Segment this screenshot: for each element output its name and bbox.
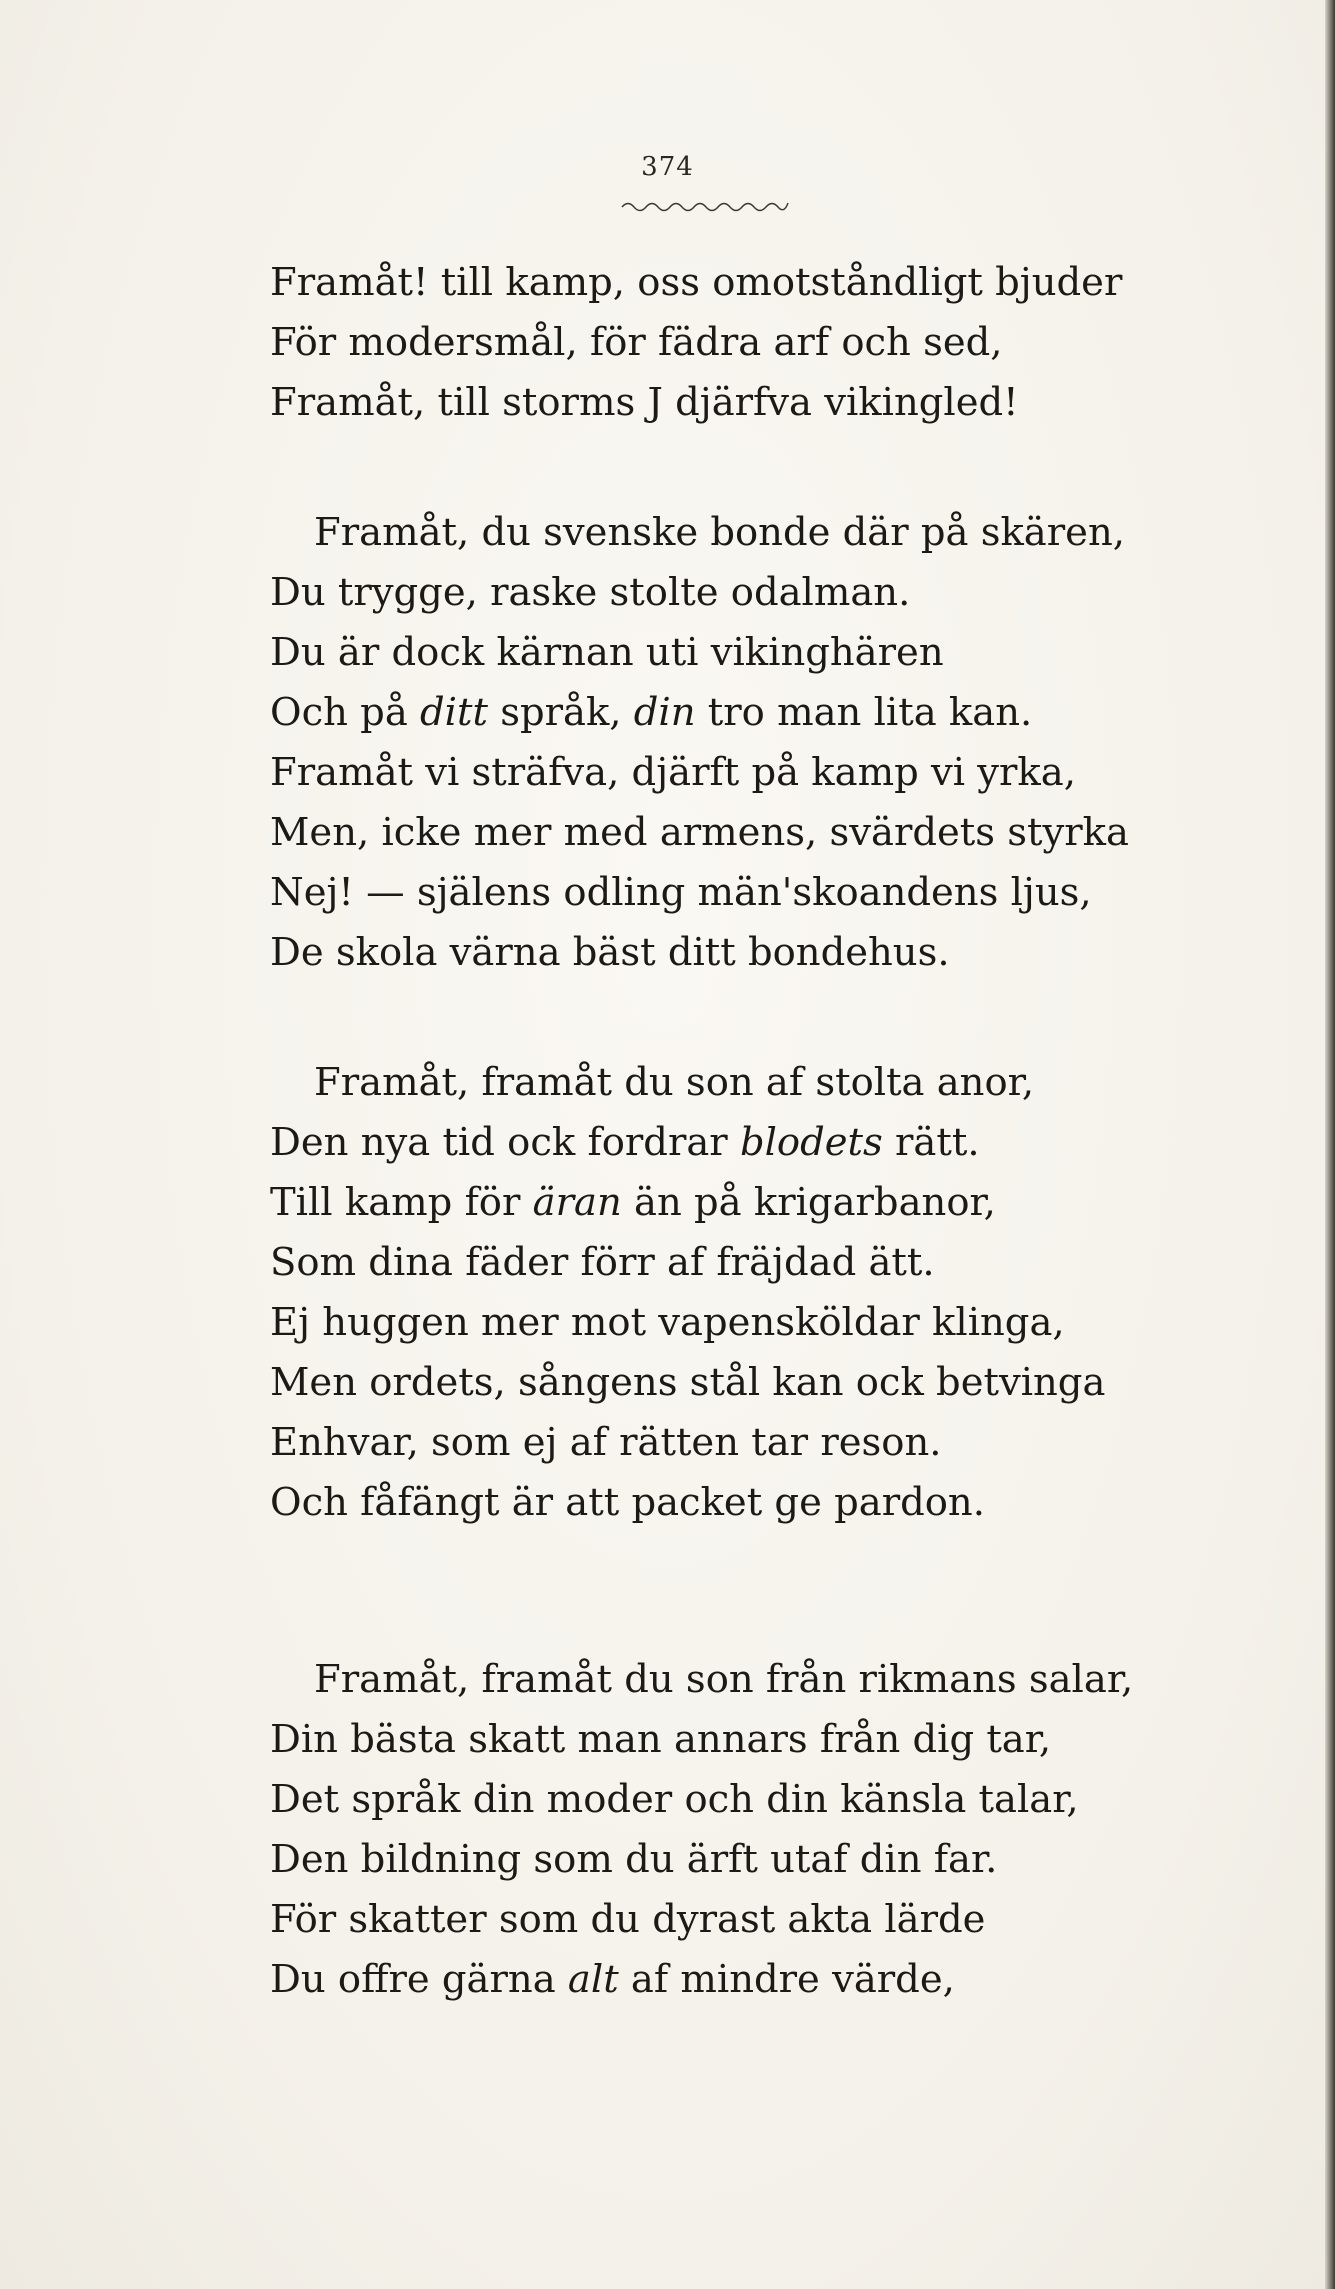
poem-line: Men, icke mer med armens, svärdets styrka bbox=[270, 810, 1129, 855]
poem-line: Den nya tid ock fordrar blodets rätt. bbox=[270, 1120, 980, 1165]
poem-line: Framåt! till kamp, oss omotståndligt bjuder bbox=[270, 260, 1123, 305]
italic-word: ditt bbox=[420, 690, 488, 735]
poem-line: Framåt vi sträfva, djärft på kamp vi yrka, bbox=[270, 750, 1076, 795]
poem-line: För modersmål, för fädra arf och sed, bbox=[270, 320, 1003, 365]
poem-line: Enhvar, som ej af rätten tar reson. bbox=[270, 1420, 942, 1465]
poem-line: Och fåfängt är att packet ge pardon. bbox=[270, 1480, 985, 1525]
poem-line: De skola värna bäst ditt bondehus. bbox=[270, 930, 950, 975]
poem-line: Nej! — själens odling män'skoandens ljus, bbox=[270, 870, 1092, 915]
poem-line: Du är dock kärnan uti vikinghären bbox=[270, 630, 944, 675]
stanza-break bbox=[270, 433, 1170, 503]
stanza-break bbox=[270, 983, 1170, 1053]
poem-line: Den bildning som du ärft utaf din far. bbox=[270, 1837, 998, 1882]
page-number: 374 bbox=[641, 152, 694, 182]
poem-line: Framåt, till storms J djärfva vikingled! bbox=[270, 380, 1019, 425]
italic-word: din bbox=[633, 690, 696, 735]
poem-line: Framåt, du svenske bonde där på skären, bbox=[314, 510, 1125, 555]
page-edge bbox=[1325, 0, 1335, 2289]
poem-line: Det språk din moder och din känsla talar, bbox=[270, 1777, 1079, 1822]
wavy-ornament-icon bbox=[620, 198, 790, 212]
poem-line: Men ordets, sångens stål kan ock betvinga bbox=[270, 1360, 1106, 1405]
stanza-break bbox=[270, 1533, 1170, 1650]
poem-line: Till kamp för äran än på krigarbanor, bbox=[270, 1180, 996, 1225]
poem-line: Ej huggen mer mot vapensköldar klinga, bbox=[270, 1300, 1065, 1345]
italic-word: alt bbox=[567, 1957, 619, 2002]
poem-line: För skatter som du dyrast akta lärde bbox=[270, 1897, 986, 1942]
poem-line: Framåt, framåt du son från rikmans salar, bbox=[314, 1657, 1134, 1702]
poem-line: Din bästa skatt man annars från dig tar, bbox=[270, 1717, 1052, 1762]
poem-line: Du trygge, raske stolte odalman. bbox=[270, 570, 911, 615]
poem-line: Som dina fäder förr af fräjdad ätt. bbox=[270, 1240, 935, 1285]
italic-word: blodets bbox=[739, 1120, 883, 1165]
italic-word: äran bbox=[532, 1180, 622, 1225]
poem-line: Och på ditt språk, din tro man lita kan. bbox=[270, 690, 1033, 735]
poem bbox=[270, 253, 1170, 2010]
poem-line: Framåt, framåt du son af stolta anor, bbox=[314, 1060, 1035, 1105]
poem-line: Du offre gärna alt af mindre värde, bbox=[270, 1957, 955, 2002]
